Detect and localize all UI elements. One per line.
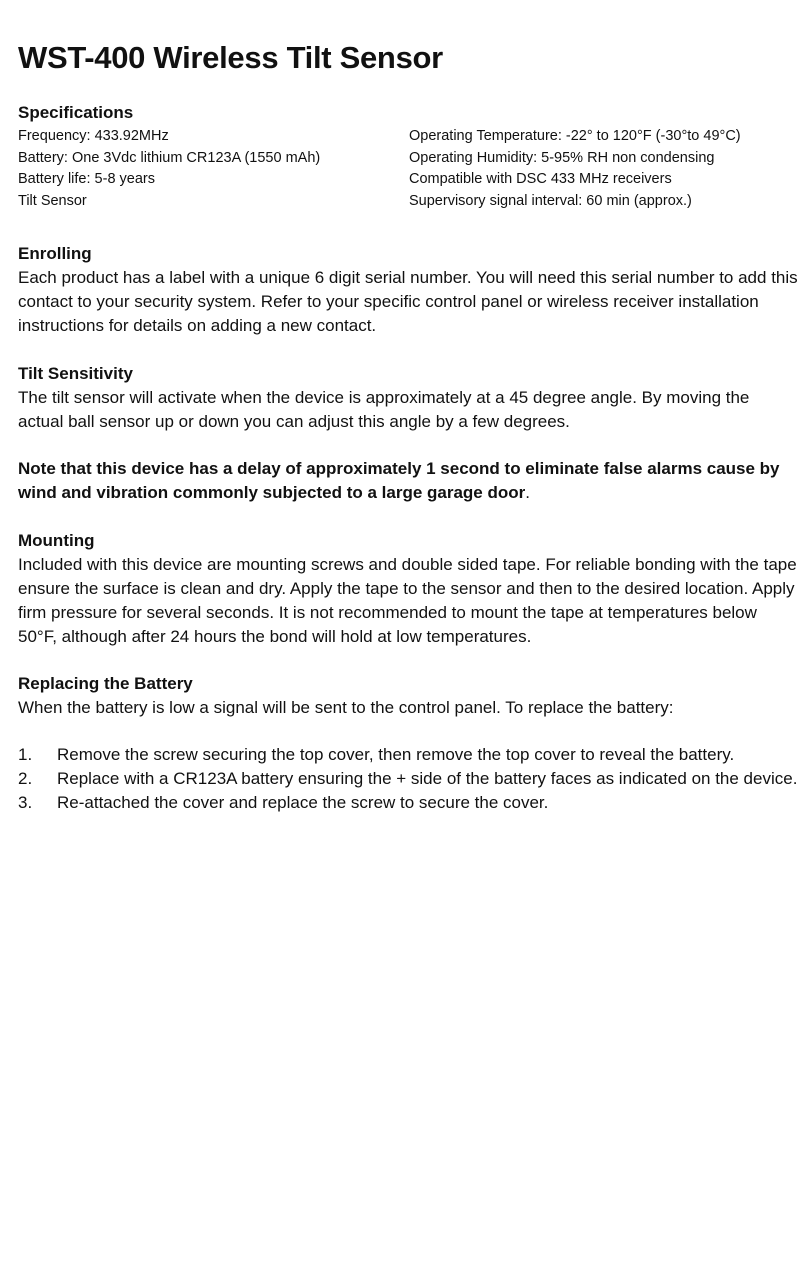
step-number: 1.: [18, 745, 33, 764]
list-item: [18, 767, 798, 791]
step-text: Remove the screw securing the top cover, then remove the top cover to reveal the battery.: [57, 745, 735, 764]
spec-battery-life: Battery life: 5-8 years: [18, 171, 155, 187]
spec-operating-humidity: Operating Humidity: 5-95% RH non condensing: [409, 149, 715, 166]
step-number: 2.: [18, 769, 33, 788]
delay-note-period: .: [525, 483, 530, 502]
replacing-battery-section: [18, 672, 798, 720]
specifications-heading: Specifications: [18, 103, 134, 122]
enrolling-body: Each product has a label with a unique 6 digit serial number. You will need this serial number to add this contact to your security system. Refer to your specific control panel or wireless receiver installation instructions for details on adding a new contact.: [18, 268, 798, 335]
step-text: Replace with a CR123A battery ensuring the + side of the battery faces as indicated on the device.: [57, 769, 798, 788]
tilt-sensitivity-body: The tilt sensor will activate when the device is approximately at a 45 degree angle. By moving the actual ball sensor up or down you can adjust this angle by a few degrees.: [18, 388, 750, 431]
mounting-heading: Mounting: [18, 531, 95, 550]
battery-steps-list: [18, 743, 798, 815]
replacing-battery-intro: When the battery is low a signal will be sent to the control panel. To replace the battery:: [18, 698, 674, 717]
delay-note: [18, 457, 798, 505]
delay-note-text: Note that this device has a delay of approximately 1 second to eliminate false alarms cause by wind and vibration commonly subjected to a large garage door: [18, 459, 780, 502]
page-title: WST-400 Wireless Tilt Sensor: [18, 40, 443, 75]
spec-battery: Battery: One 3Vdc lithium CR123A (1550 mAh): [18, 149, 321, 166]
mounting-body: Included with this device are mounting screws and double sided tape. For reliable bonding with the tape ensure the surface is clean and dry. Apply the tape to the sensor and then to the desired location. Apply firm pressure for several seconds. It is not recommended to mount the tape at temperatures below 50°F, although after 24 hours the bond will hold at low temperatures.: [18, 555, 797, 646]
spec-operating-temperature: Operating Temperature: -22° to 120°F (-30°to 49°C): [409, 128, 741, 144]
list-item: [18, 791, 798, 815]
spec-supervisory-interval: Supervisory signal interval: 60 min (approx.): [409, 192, 692, 209]
replacing-battery-heading: Replacing the Battery: [18, 674, 193, 693]
step-number: 3.: [18, 793, 33, 812]
specifications-right-column: [409, 126, 741, 212]
specifications-left-column: [18, 126, 320, 212]
enrolling-section: [18, 242, 798, 338]
tilt-sensitivity-section: [18, 362, 798, 434]
specifications-section: [18, 102, 798, 209]
spec-frequency: Frequency: 433.92MHz: [18, 128, 169, 144]
mounting-section: [18, 529, 798, 649]
list-item: [18, 743, 798, 767]
spec-sensor-type: Tilt Sensor: [18, 192, 87, 209]
spec-compatibility: Compatible with DSC 433 MHz receivers: [409, 171, 672, 187]
enrolling-heading: Enrolling: [18, 244, 92, 263]
step-text: Re-attached the cover and replace the screw to secure the cover.: [57, 793, 549, 812]
tilt-sensitivity-heading: Tilt Sensitivity: [18, 364, 133, 383]
